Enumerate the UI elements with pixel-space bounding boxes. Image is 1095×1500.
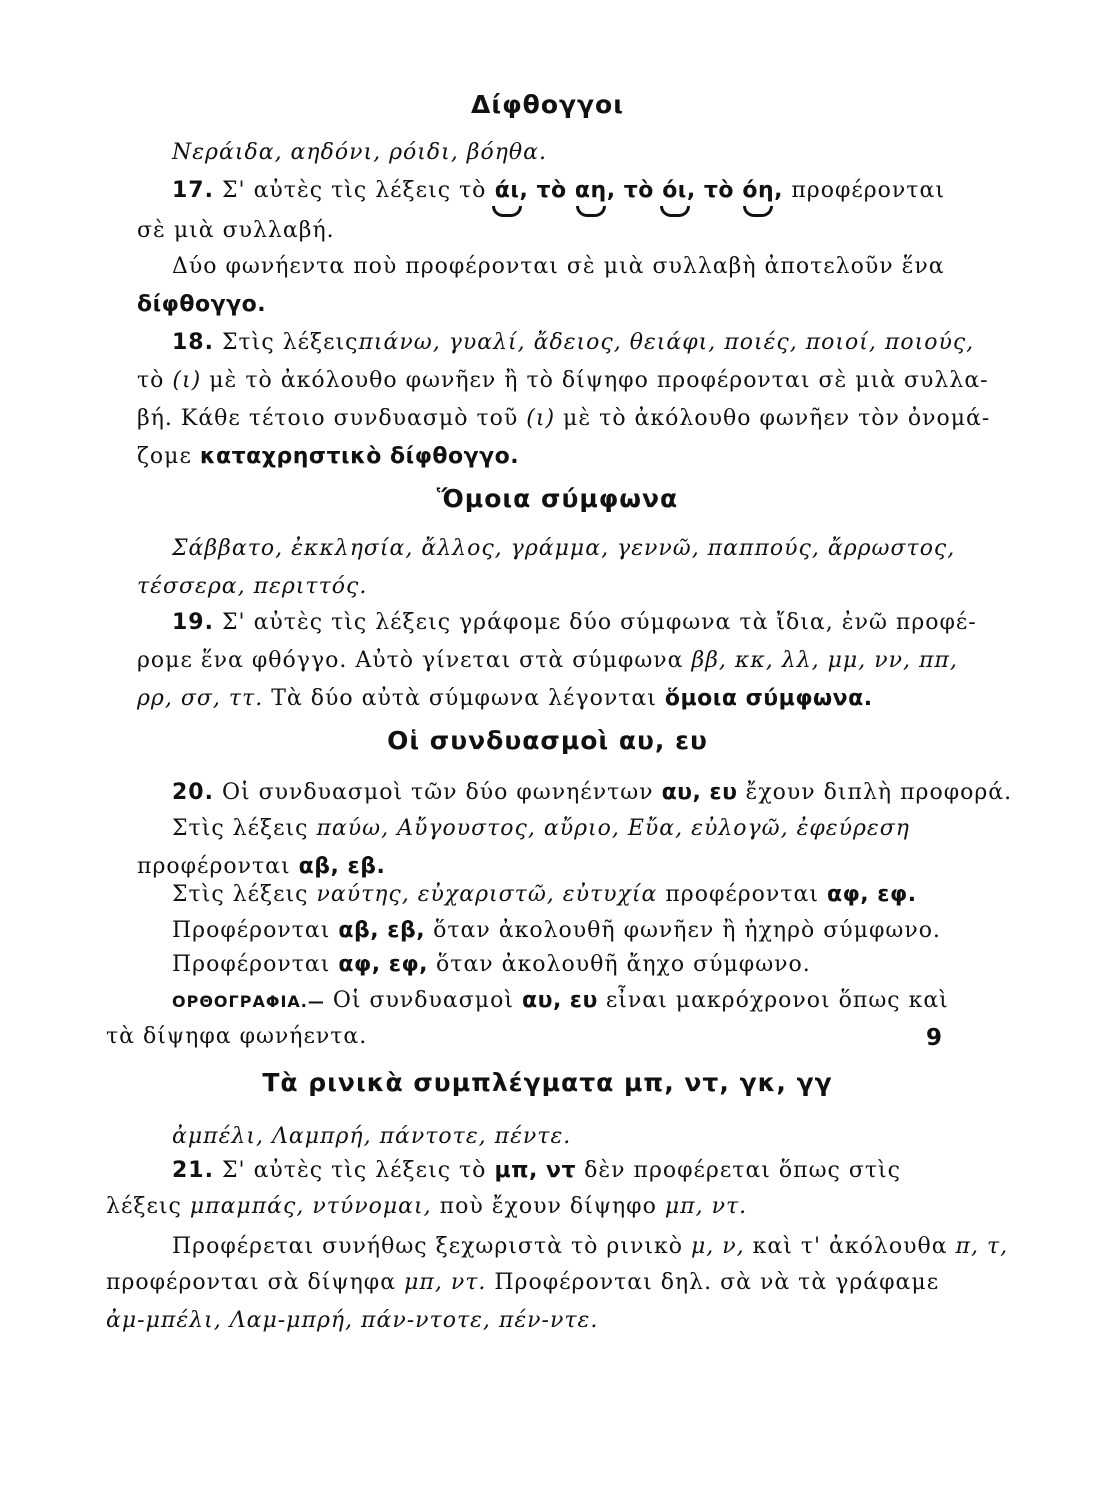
orthography-note-line-2: τὰ δίψηφα φωνήεντα. <box>106 1024 368 1049</box>
diphthong-oi-eta: όη <box>742 176 774 206</box>
paragraph-18-line-2: τὸ (ι) μὲ τὸ ἀκόλουθο φωνῆεν ἢ τὸ δίψηφο προφέρονται σὲ μιὰ συλλα- <box>137 368 989 393</box>
paragraph-number-20: 20. <box>172 780 214 805</box>
af-ef-examples-line: Στὶς λέξεις ναύτης, εὐχαριστῶ, εὐτυχία προφέρονται αφ, εφ. <box>172 882 917 907</box>
paragraph-19-line-3: ρρ, σσ, ττ. Τὰ δύο αὐτὰ σύμφωνα λέγονται ὅμοια σύμφωνα. <box>137 686 873 711</box>
nasal-pronunciation-line-1: Προφέρεται συνήθως ξεχωριστὰ τὸ ρινικὸ μ, ν, καὶ τ' ἀκόλουθα π, τ, <box>172 1234 1009 1259</box>
page-number: 9 <box>926 1025 943 1051</box>
paragraph-21-line-1: 21. Σ' αὐτὲς τὶς λέξεις τὸ μπ, ντ δὲν προφέρεται ὅπως στὶς <box>172 1158 902 1183</box>
section-title-identical-consonants: Ὅμοια σύμφωνα <box>436 484 679 513</box>
diphthong-ai-eta: αη <box>575 176 607 206</box>
paragraph-number-21: 21. <box>172 1158 214 1183</box>
orthography-label: ΟΡΘΟΓΡΑΦΙΑ.— <box>172 992 325 1011</box>
paragraph-18-line-1: 18. Στὶς λέξεις πιάνω, γυαλί, ἄδειος, θειάφι, ποιές, ποιοί, ποιούς, <box>172 330 975 355</box>
paragraph-number-18: 18. <box>172 330 214 355</box>
diphthong-oi: όι <box>662 176 687 206</box>
nasal-examples: ἀμπέλι, Λαμπρή, πάντοτε, πέντε. <box>172 1124 572 1149</box>
paragraph-18-line-4: ζομε καταχρηστικὸ δίφθογγο. <box>137 444 520 469</box>
av-ev-pronounced-av-ev: προφέρονται αβ, εβ. <box>137 854 386 879</box>
rule-af-ef: Προφέρονται αφ, εφ, ὅταν ἀκολουθῆ ἄηχο σύμφωνο. <box>172 952 811 977</box>
paragraph-number-19: 19. <box>172 610 214 635</box>
paragraph-19-line-1: 19. Σ' αὐτὲς τὶς λέξεις γράφομε δύο σύμφωνα τὰ ἴδια, ἐνῶ προφέ- <box>172 610 977 635</box>
paragraph-17-line-2: σὲ μιὰ συλλαβή. <box>137 218 335 243</box>
paragraph-21-line-2: λέξεις μπαμπάς, ντύνομαι, ποὺ ἔχουν δίψηφο μπ, ντ. <box>106 1194 748 1219</box>
diphthong-ai: άι <box>495 176 520 206</box>
paragraph-20-line-1: 20. Οἱ συνδυασμοὶ τῶν δύο φωνηέντων αυ, ευ ἔχουν διπλὴ προφορά. <box>172 780 1013 805</box>
diphthong-definition-line-2: δίφθογγο. <box>137 292 267 317</box>
diphthong-definition-line-1: Δύο φωνήεντα ποὺ προφέρονται σὲ μιὰ συλλαβὴ ἀποτελοῦν ἕνα <box>172 254 945 279</box>
section-title-diphthongs: Δίφθογγοι <box>471 90 624 119</box>
paragraph-19-line-2: ρομε ἕνα φθόγγο. Αὐτὸ γίνεται στὰ σύμφωνα ββ, κκ, λλ, μμ, νν, ππ, <box>137 648 958 673</box>
section-title-nasal-clusters: Τὰ ρινικὰ συμπλέγματα μπ, ντ, γκ, γγ <box>262 1068 833 1097</box>
rule-av-ev: Προφέρονται αβ, εβ, ὅταν ἀκολουθῆ φωνῆεν ἢ ἠχηρὸ σύμφωνο. <box>172 918 941 943</box>
term-diphthong: δίφθογγο <box>137 292 258 317</box>
nasal-pronunciation-line-3: ἀμ-μπέλι, Λαμ-μπρή, πάν-ντοτε, πέν-ντε. <box>106 1308 599 1333</box>
section-title-av-ev: Οἱ συνδυασμοὶ αυ, ευ <box>387 726 708 755</box>
term-identical-consonants: ὅμοια σύμφωνα <box>664 686 864 711</box>
paragraph-18-line-3: βή. Κάθε τέτοιο συνδυασμὸ τοῦ (ι) μὲ τὸ ἀκόλουθο φωνῆεν τὸν ὀνομά- <box>137 406 991 431</box>
orthography-note-line-1: ΟΡΘΟΓΡΑΦΙΑ.— Οἱ συνδυασμοὶ αυ, ευ εἶναι μακρόχρονοι ὅπως καὶ <box>172 988 949 1013</box>
diphthong-examples: Νεράιδα, αηδόνι, ρόιδι, βόηθα. <box>172 140 547 165</box>
term-improper-diphthong: καταχρηστικὸ δίφθογγο <box>199 444 511 469</box>
paragraph-number-17: 17. <box>172 178 214 203</box>
paragraph-17-line-1: 17. Σ' αὐτὲς τὶς λέξεις τὸ άι, τὸ αη, τὸ όι, τὸ όη, προφέρονται <box>172 176 945 206</box>
consonant-examples-line-2: τέσσερα, περιττός. <box>137 574 368 599</box>
nasal-pronunciation-line-2: προφέρονται σὰ δίψηφα μπ, ντ. Προφέρονται δηλ. σὰ νὰ τὰ γράφαμε <box>106 1270 940 1295</box>
av-ev-examples-line: Στὶς λέξεις παύω, Αὔγουστος, αὔριο, Εὔα, εὐλογῶ, ἐφεύρεση <box>172 816 910 841</box>
consonant-examples-line-1: Σάββατο, ἐκκλησία, ἄλλος, γράμμα, γεννῶ, παππούς, ἄρρωστος, <box>172 536 956 561</box>
